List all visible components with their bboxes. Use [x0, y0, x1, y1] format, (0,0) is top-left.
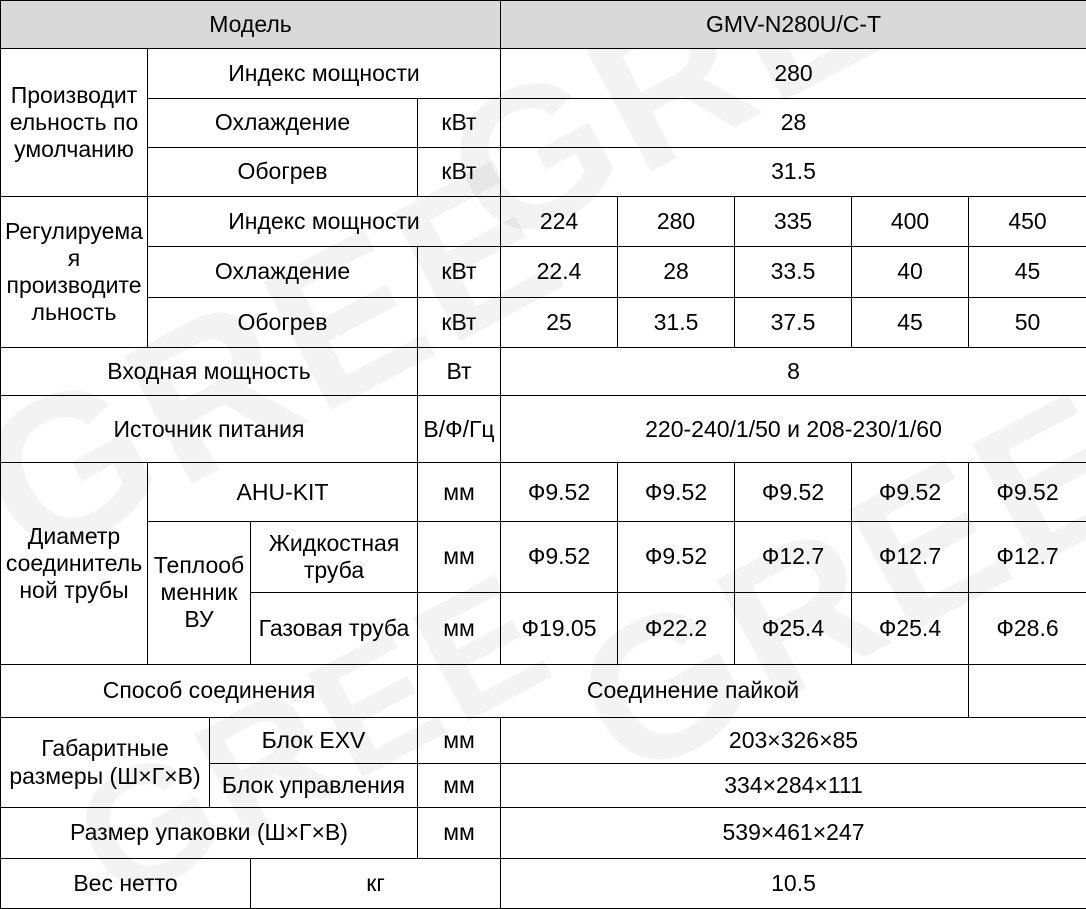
heat-exchanger-label: Теплообменник ВУ — [148, 521, 251, 664]
table-cell: Ф25.4 — [735, 593, 852, 664]
gas-pipe-unit: мм — [418, 593, 501, 664]
adjustable-heating-label: Обогрев — [148, 297, 418, 347]
model-label: Модель — [1, 1, 501, 49]
liquid-pipe-unit: мм — [418, 521, 501, 592]
adjustable-cooling-label: Охлаждение — [148, 247, 418, 297]
exv-block-label: Блок EXV — [210, 717, 418, 763]
table-cell: 31.5 — [618, 297, 735, 347]
power-supply-value: 220-240/1/50 и 208-230/1/60 — [501, 396, 1086, 463]
liquid-pipe-label: Жидкостная труба — [251, 521, 418, 592]
net-weight-value: 10.5 — [501, 858, 1086, 908]
table-row-default-heating — [1, 147, 1086, 196]
power-supply-unit: В/Ф/Гц — [418, 396, 501, 463]
table-cell: Ф22.2 — [618, 593, 735, 664]
table-row-packing-size — [1, 808, 1086, 858]
table-row-default-power-index — [1, 49, 1086, 98]
packing-size-label: Размер упаковки (Ш×Г×В) — [1, 808, 418, 858]
table-cell: Ф9.52 — [501, 521, 618, 592]
pipe-diameter-group-label: Диаметр соединительной трубы — [1, 463, 148, 664]
table-cell: Ф9.52 — [618, 521, 735, 592]
default-cooling-label: Охлаждение — [148, 98, 418, 147]
table-row-adjustable-cooling — [1, 247, 1086, 297]
table-row-adjustable-heating — [1, 297, 1086, 347]
table-cell: 50 — [969, 297, 1086, 347]
table-cell: Ф28.6 — [969, 593, 1086, 664]
table-cell: 45 — [969, 247, 1086, 297]
table-row-net-weight — [1, 858, 1086, 908]
default-heating-value: 31.5 — [501, 147, 1086, 196]
input-power-label: Входная мощность — [1, 347, 418, 395]
default-power-index-value: 280 — [501, 49, 1086, 98]
adjustable-capacity-group-label: Регулируемая производительность — [1, 197, 148, 348]
exv-block-value: 203×326×85 — [501, 717, 1086, 763]
default-cooling-value: 28 — [501, 98, 1086, 147]
table-cell: Ф12.7 — [735, 521, 852, 592]
default-heating-unit: кВт — [418, 147, 501, 196]
default-power-index-label: Индекс мощности — [148, 49, 501, 98]
default-capacity-group-label: Производительность по умолчанию — [1, 49, 148, 197]
table-cell: Ф19.05 — [501, 593, 618, 664]
table-cell: 40 — [852, 247, 969, 297]
table-cell: 28 — [618, 247, 735, 297]
table-cell: Ф25.4 — [852, 593, 969, 664]
table-row-connection-method — [1, 664, 1086, 717]
table-row-power-supply — [1, 396, 1086, 463]
control-block-label: Блок управления — [210, 764, 418, 808]
packing-size-unit: мм — [418, 808, 501, 858]
table-cell: Ф12.7 — [852, 521, 969, 592]
table-row-liquid-pipe — [1, 521, 1086, 592]
exv-block-unit: мм — [418, 717, 501, 763]
table-cell: 25 — [501, 297, 618, 347]
table-cell: Ф9.52 — [501, 463, 618, 521]
ahu-kit-label: AHU-KIT — [148, 463, 418, 521]
adjustable-power-index-label: Индекс мощности — [148, 197, 501, 247]
table-cell: 45 — [852, 297, 969, 347]
table-cell: Ф9.52 — [969, 463, 1086, 521]
table-cell: 280 — [618, 197, 735, 247]
table-cell: Ф9.52 — [852, 463, 969, 521]
adjustable-heating-unit: кВт — [418, 297, 501, 347]
default-heating-label: Обогрев — [148, 147, 418, 196]
connection-method-value: Соединение пайкой — [418, 664, 969, 717]
table-cell: 37.5 — [735, 297, 852, 347]
table-row-ahu-kit — [1, 463, 1086, 521]
table-cell: 335 — [735, 197, 852, 247]
control-block-unit: мм — [418, 764, 501, 808]
dimensions-group-label: Габаритные размеры (Ш×Г×В) — [1, 717, 210, 807]
gas-pipe-label: Газовая труба — [251, 593, 418, 664]
ahu-kit-unit: мм — [418, 463, 501, 521]
table-cell: 22.4 — [501, 247, 618, 297]
table-row-dimensions-exv — [1, 717, 1086, 763]
power-supply-label: Источник питания — [1, 396, 418, 463]
control-block-value: 334×284×111 — [501, 764, 1086, 808]
table-row-adjustable-power-index — [1, 197, 1086, 247]
input-power-value: 8 — [501, 347, 1086, 395]
model-value: GMV-N280U/C-T — [501, 1, 1086, 49]
table-cell: Ф12.7 — [969, 521, 1086, 592]
table-row-model — [1, 1, 1086, 49]
table-row-default-cooling — [1, 98, 1086, 147]
table-cell: Ф9.52 — [618, 463, 735, 521]
adjustable-cooling-unit: кВт — [418, 247, 501, 297]
table-row-input-power — [1, 347, 1086, 395]
table-cell: 224 — [501, 197, 618, 247]
table-cell: 33.5 — [735, 247, 852, 297]
input-power-unit: Вт — [418, 347, 501, 395]
table-cell: Ф9.52 — [735, 463, 852, 521]
default-cooling-unit: кВт — [418, 98, 501, 147]
net-weight-unit: кг — [251, 858, 501, 908]
table-cell: 400 — [852, 197, 969, 247]
net-weight-label: Вес нетто — [1, 858, 251, 908]
table-cell: 450 — [969, 197, 1086, 247]
packing-size-value: 539×461×247 — [501, 808, 1086, 858]
connection-method-label: Способ соединения — [1, 664, 418, 717]
